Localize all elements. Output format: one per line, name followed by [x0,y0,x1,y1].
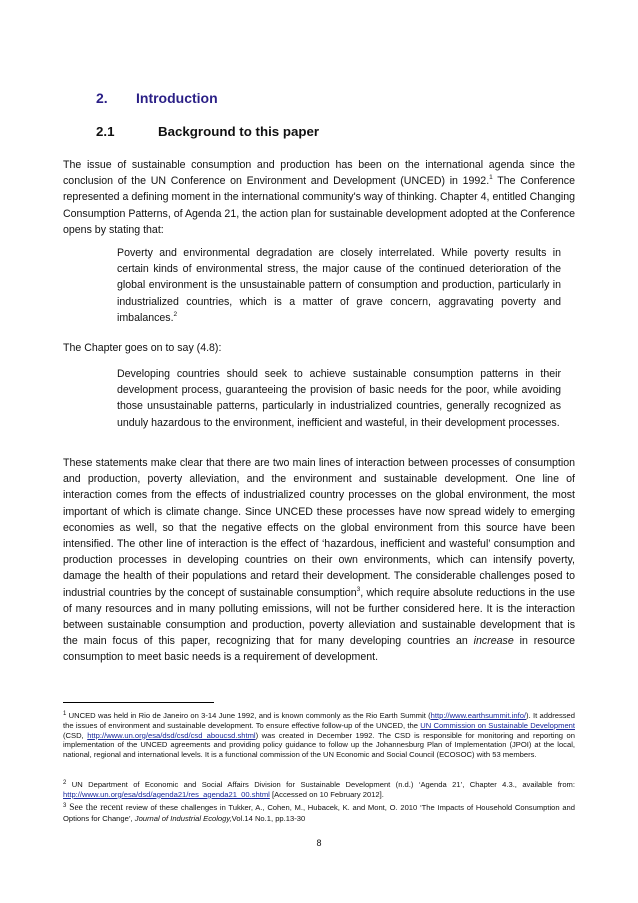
footnote-2-text-b: [Accessed on 10 February 2012]. [269,789,384,799]
footnote-3-mark: 3 [63,803,67,809]
paragraph-2: The Chapter goes on to say (4.8): [63,342,222,354]
csd-about-link[interactable]: http://www.un.org/esa/dsd/csd/csd_aboucsd.shtml [87,730,256,740]
subsection-heading [96,124,319,139]
footnote-3 [63,803,575,824]
footnote-ref-3: 3 [356,585,361,593]
footnote-1-text-a: UNCED was held in Rio de Janeiro on 3-14 June 1992, and is known commonly as the Rio Earth Summit ( [66,711,431,720]
section-title: Introduction [136,90,218,106]
subsection-number: 2.1 [96,124,115,139]
footnote-1 [63,711,575,760]
footnote-3-text-a: review of these challenges in Tukker, A., Cohen, M., Hubacek, K. and Mont, O. 2010 ‘The Impacts of Household Consumption and Options for Change’, [63,803,575,823]
paragraph-1-text-b: The Conference represented a defining moment in the international community's way of thinking. Chapter 4, entitled Changing Consumption Patterns, of Agenda 21, the action plan for sustainable development adopted at the Conference opens by stating that: [63,175,575,236]
footnote-ref-1: 1 [489,174,493,182]
emphasis-increase: increase [473,635,514,648]
earthsummit-link[interactable]: http://www.earthsummit.info/ [430,711,527,720]
footnote-1-mark: 1 [63,711,67,717]
csd-link[interactable]: UN Commission on Sustainable Development [420,720,575,730]
paragraph-3 [63,455,575,666]
paragraph-3-text-b: , which require absolute reductions in the use of many resources and in many polluting emissions, will not be further considered here. It is the interaction between sustainable consumption and production, poverty alleviation and sustainable development that is the main focus of this paper, recognizing that for many developing countries an [63,586,575,648]
subsection-title: Background to this paper [158,124,320,139]
footnote-ref-2: 2 [173,310,178,318]
paragraph-3-text-c: in resource consumption to meet basic needs is a requirement of development. [63,635,575,664]
section-heading [96,90,218,106]
block-quote-1 [117,245,561,326]
footnote-separator [63,702,214,703]
journal-title: Journal of Industrial Ecology, [134,813,232,823]
agenda21-link[interactable]: http://www.un.org/esa/dsd/agenda21/res_agenda21_00.shtml [63,789,270,799]
footnote-1-text-d: ) was created in December 1992. The CSD is responsible for monitoring and reporting on implementation of the UNCED agreements and providing policy guidance to follow up the Johannesburg Plan of Implementation (JPOI) at the local, national, regional and international levels. It is a functional commission of the UN Economic and Social Council (ECOSOC) with 53 members. [63,730,576,760]
footnote-1-text-b: ). It addressed the issues of environment and sustainable development. To ensure effective follow-up of the UNCED, the [63,711,575,730]
page-number: 8 [316,838,322,848]
footnote-2-mark: 2 [63,780,67,786]
footnote-3-text-serif: See the recent [66,803,124,813]
paragraph-1 [63,157,575,238]
footnote-3-text-b: Vol.14 No.1, pp.13-30 [231,813,306,823]
paragraph-1-text-a: The issue of sustainable consumption and production has been on the international agenda since the conclusion of the UN Conference on Environment and Development (UNCED) in 1992. [63,159,575,188]
block-quote-2: Developing countries should seek to achieve sustainable consumption patterns in their development process, guaranteeing the provision of basic needs for the poor, while avoiding those unsustainable patterns, particularly in industrialized countries, generally recognized as unduly hazardous to the environment, inefficient and wasteful, in their development processes. [117,368,561,429]
footnote-1-text-c: (CSD, [63,730,88,740]
paragraph-3-text-a: These statements make clear that there are two main lines of interaction between processes of consumption and production, poverty alleviation, and the environment and sustainable development. One line of interaction comes from the effects of industrialized country processes on the global environment, the most important of which is climate change. Since UNCED these processes have now spread widely to emerging economies as well, so that the negative effects on the global environment from this source have been intensified. The other line of interaction is the effect of ‘hazardous, inefficient and wasteful’ consumption and production processes in developing countries on their own environments, which can intensify poverty, damage the health of their populations and retard their development. The considerable challenges posed to industrial countries by the concept of sustainable consumption [63,457,575,599]
footnote-2 [63,780,575,800]
block-quote-1-text: Poverty and environmental degradation are closely interrelated. While poverty results in certain kinds of environmental stress, the major cause of the continued deterioration of the global environment is the unsustainable pattern of consumption and production, particularly in industrialized countries, which is a matter of grave concern, aggravating poverty and imbalances. [117,247,561,324]
footnote-2-text-a: UN Department of Economic and Social Affairs Division for Sustainable Development (n.d.) ‘Agenda 21’, Chapter 4.3., available from: [66,780,575,789]
section-number: 2. [96,90,108,106]
